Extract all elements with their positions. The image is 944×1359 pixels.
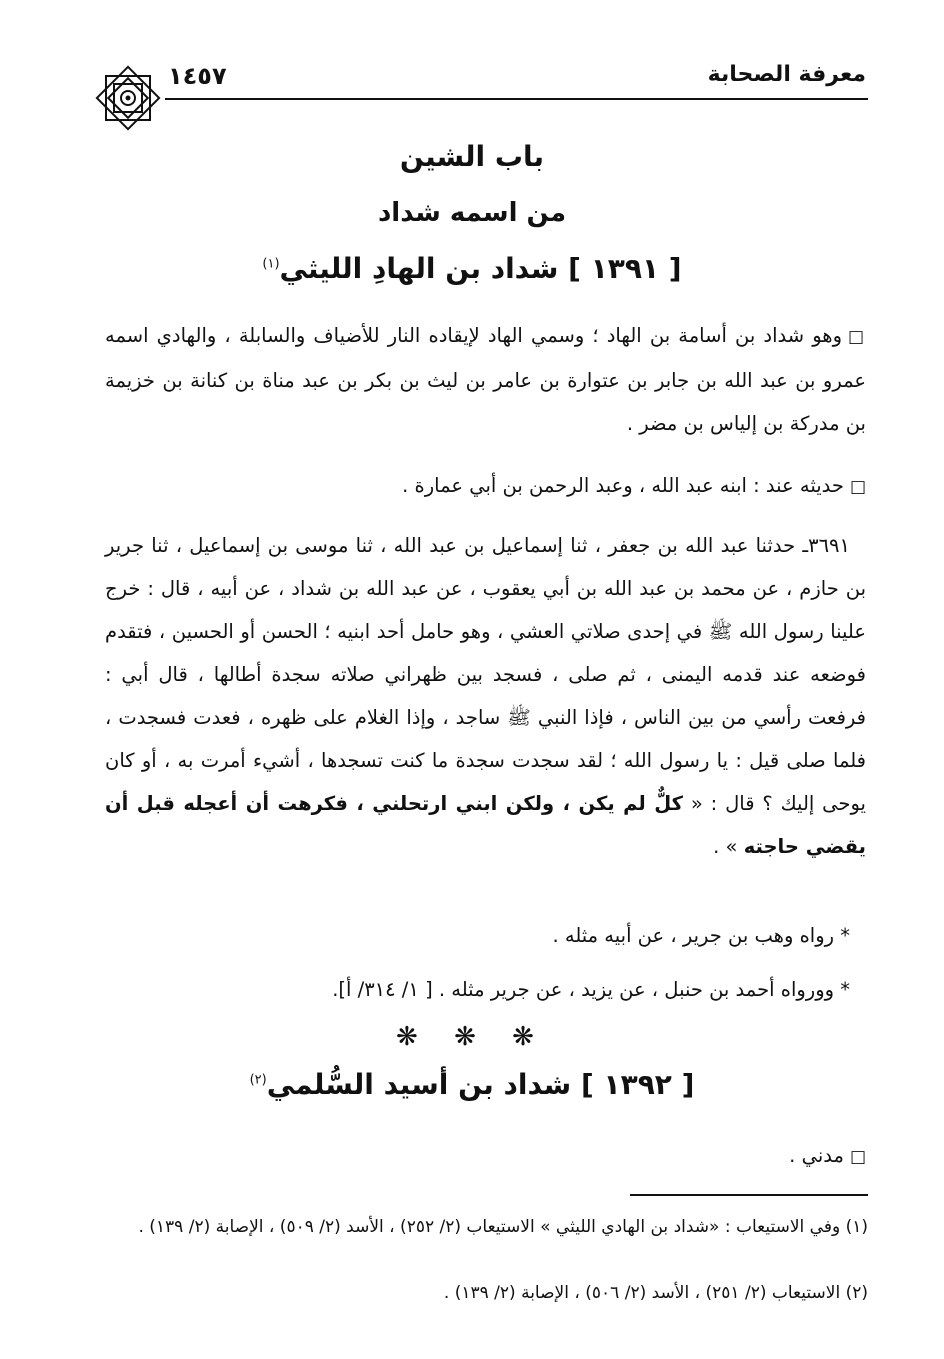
- hadith-3691-prophetic-words: كلٌّ لم يكن ، ولكن ابني ارتحلني ، فكرهت أن أعجله قبل أن يقضي حاجته: [105, 792, 866, 858]
- running-title: معرفة الصحابة: [707, 62, 866, 87]
- footnote-1: (١) وفي الاستيعاب : «شداد بن الهادي الليثي » الاستيعاب (٢/ ٢٥٢) ، الأسد (٢/ ٥٠٩) ، الإصابة (٢/ ١٣٩) .: [138, 1217, 868, 1237]
- note-ahmad: * وورواه أحمد بن حنبل ، عن يزيد ، عن جرير مثله . [ ١/ ٣١٤/ أ].: [332, 978, 850, 1001]
- bio-marker-1392: □: [849, 1147, 866, 1167]
- entry-1392-bio: [105, 1134, 866, 1179]
- hadith-3691: [105, 524, 866, 868]
- entry-1391-narrators: [105, 464, 866, 509]
- subchapter-title: من اسمه شداد: [377, 198, 567, 228]
- entry-1391-heading: [0, 252, 944, 285]
- hadith-3691-text: ٣٦٩١ـ حدثنا عبد الله بن جعفر ، ثنا إسماعيل بن عبد الله ، ثنا موسى بن إسماعيل ، ثنا جرير بن حازم ، عن محمد بن عبد الله بن أبي يعقوب ، عن عبد الله بن شداد ، عن أبيه ، قال : خرج علينا رسول الله ﷺ في إحدى صلاتي العشي ، وهو حامل أحد ابنيه ؛ الحسن أو الحسين ، فتقدم فوضعه عند قدمه اليمنى ، ثم صلى ، فسجد بين ظهراني صلاته سجدة أطالها ، قال أبي : فرفعت رأسي من بين الناس ، فإذا النبي ﷺ ساجد ، وإذا الغلام على ظهره ، فعدت فسجدت ، فلما صلى قيل : يا رسول الله ؛ لقد سجدت سجدة ما كنت تسجدها ، أشيء أمرت به ، أو كان يوحى إليك ؟ قال : «: [105, 534, 866, 815]
- note-wahb: * رواه وهب بن جرير ، عن أبيه مثله .: [552, 924, 850, 947]
- entry-1391-bio-text: وهو شداد بن أسامة بن الهاد ؛ وسمي الهاد لإيقاده النار للأضياف والسابلة ، والهادي اسمه عمرو بن عبد الله بن جابر بن عتوارة بن عامر بن ليث بن بكر بن عبد مناة بن كنانة بن خزيمة بن مدركة بن إلياس بن مضر .: [105, 324, 866, 435]
- footnote-ref-1: (١): [262, 256, 280, 272]
- footnote-ref-2: (٢): [249, 1072, 267, 1088]
- footnote-rule: [630, 1194, 868, 1196]
- entry-1392-heading: [0, 1068, 944, 1101]
- hadith-3691-close: » .: [713, 835, 738, 858]
- entry-1392-title: [ ١٣٩٢ ] شداد بن أسيد السُّلمي: [266, 1068, 695, 1101]
- entry-1392-bio-text: مدني .: [789, 1144, 844, 1167]
- octagram-rosette-icon: [92, 62, 164, 134]
- narrators-marker: □: [849, 477, 866, 497]
- section-separator: ❋ ❋ ❋: [396, 1022, 548, 1052]
- bio-marker: □: [848, 327, 867, 347]
- entry-1391-bio: [105, 314, 866, 445]
- chapter-title: باب الشين: [399, 140, 545, 173]
- header-rule: [165, 98, 868, 100]
- entry-1391-narrators-text: حديثه عند : ابنه عبد الله ، وعبد الرحمن بن أبي عمارة .: [402, 474, 844, 497]
- entry-1391-title: [ ١٣٩١ ] شداد بن الهادِ الليثي: [279, 252, 682, 285]
- page-number: ١٤٥٧: [168, 62, 227, 90]
- footnote-2: (٢) الاستيعاب (٢/ ٢٥١) ، الأسد (٢/ ٥٠٦) ، الإصابة (٢/ ١٣٩) .: [443, 1283, 868, 1303]
